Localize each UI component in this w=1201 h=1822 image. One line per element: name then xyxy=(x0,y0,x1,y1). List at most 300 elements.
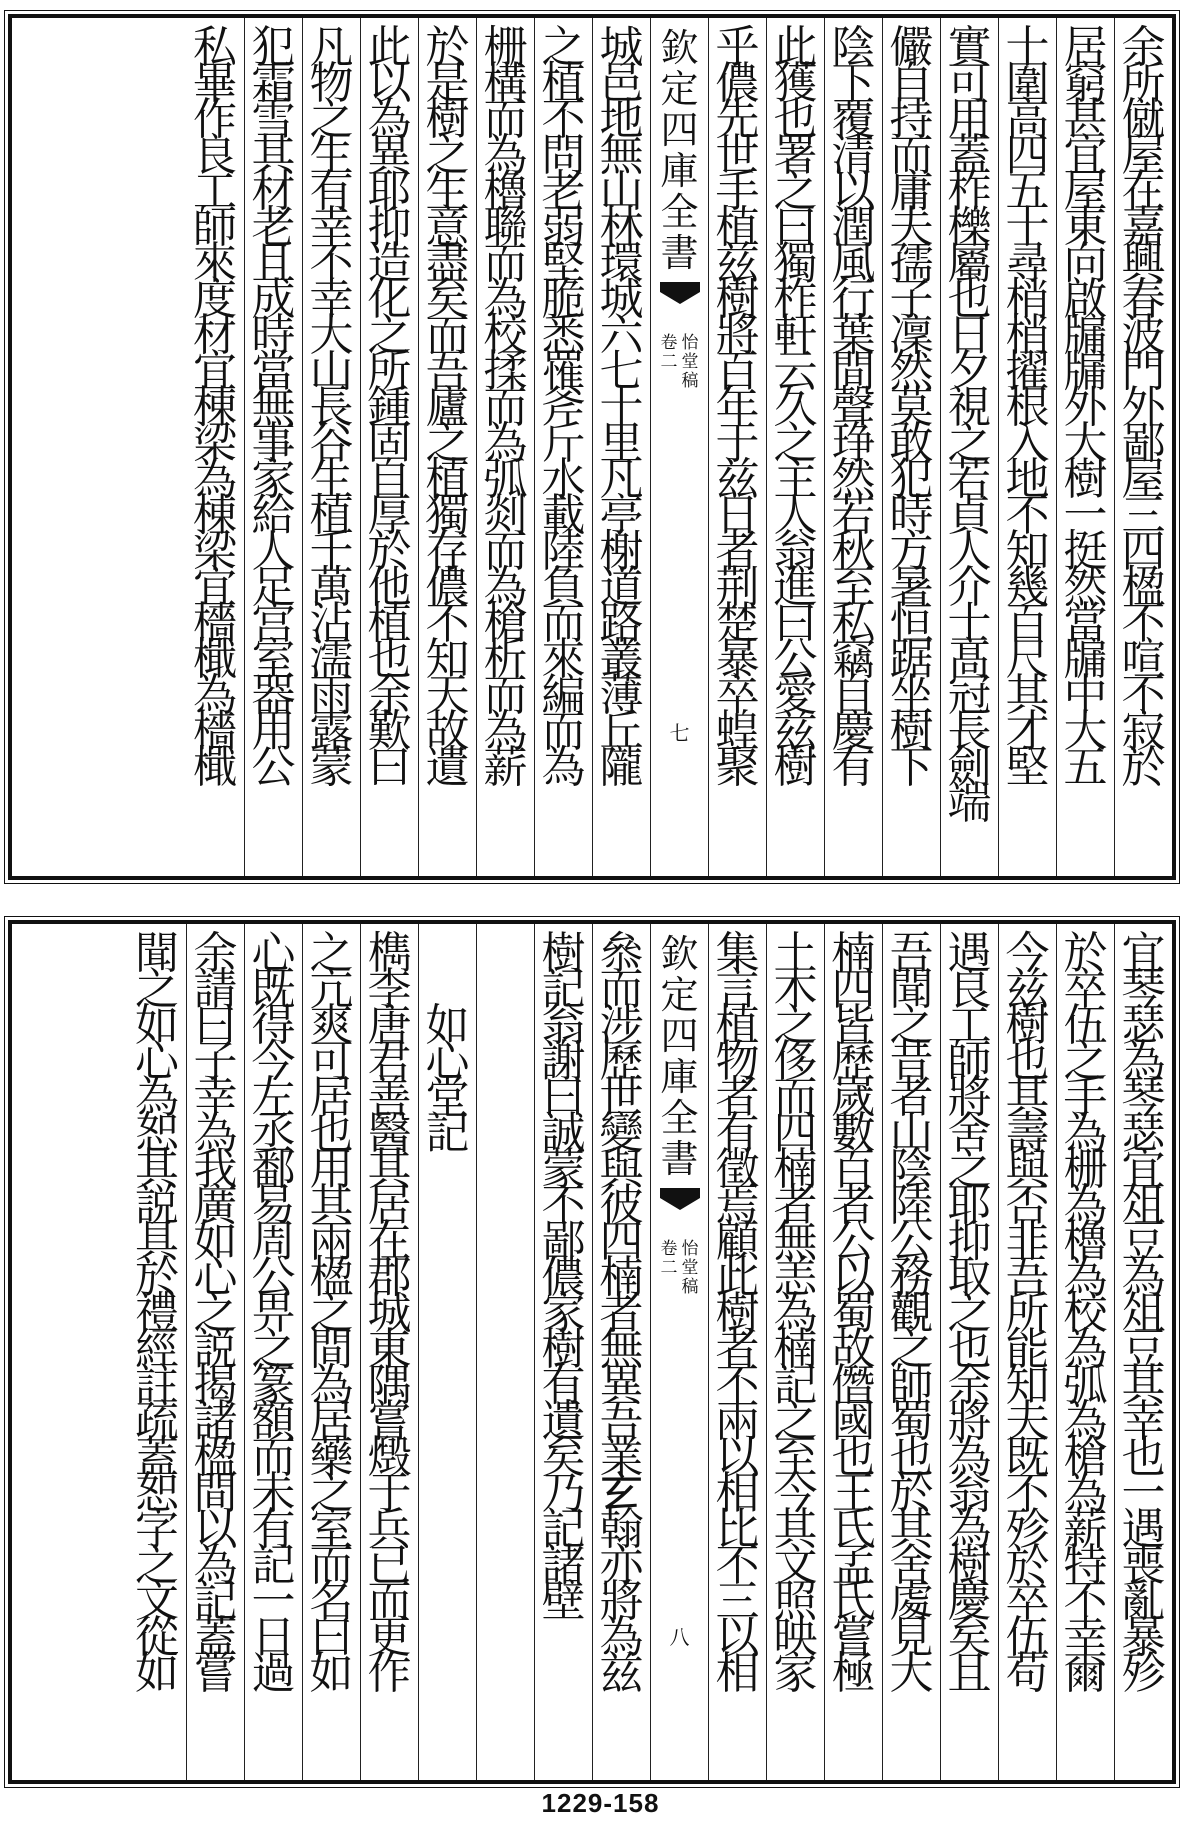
character: 林 xyxy=(599,202,644,253)
character: 屬 xyxy=(947,238,992,289)
character: 髙 xyxy=(947,634,992,685)
character: 日 xyxy=(715,490,760,541)
character: 千 xyxy=(309,526,354,577)
character: 檣 xyxy=(193,706,237,757)
character: 恒 xyxy=(889,598,934,649)
character: 濡 xyxy=(309,634,354,685)
character: 室 xyxy=(309,1504,354,1555)
character: 畢 xyxy=(193,58,237,109)
character: 四 xyxy=(599,1216,644,1267)
character: 𤣥 xyxy=(599,1468,644,1519)
character: 顧 xyxy=(715,1216,760,1267)
character: 劍 xyxy=(947,742,992,793)
character: 谷 xyxy=(309,418,354,469)
character: 師 xyxy=(193,202,237,253)
character: 鄱 xyxy=(251,1144,296,1195)
character: 東 xyxy=(1063,202,1108,253)
character: 所 xyxy=(1005,1288,1050,1339)
character: 吾 xyxy=(1005,1252,1050,1303)
character: 庸 xyxy=(889,166,934,217)
character: 隅 xyxy=(367,1360,412,1411)
character: 外 xyxy=(1063,382,1108,433)
character: 䖏 xyxy=(889,1576,934,1627)
scan-page-number: 1229-158 xyxy=(541,1788,660,1818)
character: 牖 xyxy=(1063,346,1108,397)
character: 其 xyxy=(367,1144,412,1195)
text-column xyxy=(186,924,244,1780)
character: 矣 xyxy=(947,1612,992,1663)
character: 聚 xyxy=(715,742,760,793)
character: 非 xyxy=(1005,1216,1050,1267)
character: 其 xyxy=(1005,1072,1050,1123)
character: 定 xyxy=(660,67,699,111)
character: 才 xyxy=(1005,706,1050,757)
character: 人 xyxy=(251,526,296,577)
character: 謝 xyxy=(541,1036,586,1087)
character: 庫 xyxy=(660,149,699,193)
character: 植 xyxy=(367,598,412,649)
character: 之 xyxy=(889,1324,934,1375)
character: 記 xyxy=(773,1360,818,1411)
character: 波 xyxy=(1121,310,1166,361)
character: 樹 xyxy=(425,94,470,145)
character: 踞 xyxy=(889,634,934,685)
character: 物 xyxy=(715,1036,760,1087)
character: 不 xyxy=(1121,598,1166,649)
text-column xyxy=(244,924,302,1780)
character: 具 xyxy=(135,1216,179,1267)
character: 業 xyxy=(599,1432,644,1483)
character: 皆 xyxy=(831,1000,876,1051)
character: 蜀 xyxy=(831,1288,876,1339)
character: 沾 xyxy=(309,598,354,649)
character: 兹 xyxy=(1005,964,1050,1015)
character: 之 xyxy=(309,928,354,979)
character: 然 xyxy=(831,454,876,505)
character: 不 xyxy=(425,598,470,649)
character: 書 xyxy=(660,231,699,275)
character: 以 xyxy=(715,1612,760,1663)
character: 而 xyxy=(599,964,644,1015)
character: 自 xyxy=(367,454,412,505)
character: 幸 xyxy=(309,274,354,325)
text-column xyxy=(592,18,650,876)
character: 者 xyxy=(599,1288,644,1339)
character: 里 xyxy=(599,418,644,469)
character: 土 xyxy=(773,928,818,979)
character: 鄙 xyxy=(541,1216,586,1267)
character: 得 xyxy=(251,1000,296,1051)
character: 一 xyxy=(251,1576,296,1627)
character: 長 xyxy=(947,706,992,757)
character: 琴 xyxy=(1121,964,1166,1015)
character: 梢 xyxy=(1005,310,1050,361)
text-column xyxy=(882,18,940,876)
character: 生 xyxy=(425,166,470,217)
center-fold-band xyxy=(650,18,708,876)
character: 斤 xyxy=(541,418,586,469)
character: 久 xyxy=(773,382,818,433)
character: 公 xyxy=(773,634,818,685)
character: 幾 xyxy=(1005,562,1050,613)
character: 槍 xyxy=(483,598,528,649)
character: 也 xyxy=(1121,1432,1166,1483)
character: 兩 xyxy=(309,1216,354,1267)
character: 楹 xyxy=(193,1432,238,1483)
character: 儼 xyxy=(889,22,934,73)
character: 老 xyxy=(541,166,586,217)
character: 當 xyxy=(1063,598,1108,649)
character: 為 xyxy=(193,1540,238,1591)
character: 於 xyxy=(1005,1540,1050,1591)
character: 孟 xyxy=(831,1540,876,1591)
character: 路 xyxy=(599,598,644,649)
character: 極 xyxy=(831,1648,876,1699)
character: 時 xyxy=(889,490,934,541)
character: 十 xyxy=(1005,202,1050,253)
character: 盡 xyxy=(425,238,470,289)
character: 冠 xyxy=(947,670,992,721)
character: 壽 xyxy=(1005,1108,1050,1159)
character: 七 xyxy=(599,346,644,397)
character: 也 xyxy=(831,1432,876,1483)
character: 公 xyxy=(831,1216,876,1267)
character: 二 xyxy=(660,352,678,372)
character: 向 xyxy=(1063,238,1108,289)
character: 楠 xyxy=(599,1252,644,1303)
character: 行 xyxy=(831,274,876,325)
character: 人 xyxy=(947,526,992,577)
character: 秋 xyxy=(831,526,876,577)
character: 相 xyxy=(715,1648,760,1699)
character: 以 xyxy=(367,58,412,109)
character: 已 xyxy=(367,1540,412,1591)
character: 更 xyxy=(367,1612,412,1663)
character: 記 xyxy=(541,1504,586,1555)
character: 之 xyxy=(135,1540,179,1591)
character: 莫 xyxy=(889,382,934,433)
character: 琴 xyxy=(1121,1072,1166,1123)
character: 而 xyxy=(889,130,934,181)
character: 門 xyxy=(1121,346,1166,397)
character: 遇 xyxy=(1121,1504,1166,1555)
character: 棟 xyxy=(193,490,237,541)
character: 樹 xyxy=(541,1324,586,1375)
character: 乃 xyxy=(541,1468,586,1519)
character: 五 xyxy=(1005,166,1050,217)
character: 此 xyxy=(715,1252,760,1303)
character: 其 xyxy=(135,1144,179,1195)
text-column xyxy=(1114,18,1172,876)
character: 獨 xyxy=(425,490,470,541)
character: 文 xyxy=(773,1540,818,1591)
character: 不 xyxy=(309,238,354,289)
character: 良 xyxy=(947,964,992,1015)
center-fold-band xyxy=(650,924,708,1780)
character: 四 xyxy=(660,108,699,152)
character: 之 xyxy=(773,418,818,469)
character: 不 xyxy=(1005,1468,1050,1519)
character: 一 xyxy=(1121,1468,1166,1519)
character: 異 xyxy=(599,1360,644,1411)
character: 邑 xyxy=(599,58,644,109)
character: 然 xyxy=(1063,562,1108,613)
text-column xyxy=(940,18,998,876)
character: 四 xyxy=(1005,130,1050,181)
character: 嵗 xyxy=(831,1072,876,1123)
character: 名 xyxy=(309,1576,354,1627)
character: 尋 xyxy=(1005,238,1050,289)
character: 為 xyxy=(947,1432,992,1483)
character: 耶 xyxy=(367,166,412,217)
character: 有 xyxy=(251,1504,296,1555)
character: 五 xyxy=(1063,742,1108,793)
character: 山 xyxy=(889,1108,934,1159)
character: 固 xyxy=(367,418,412,469)
character: 庫 xyxy=(660,1055,699,1099)
character: 厚 xyxy=(367,490,412,541)
text-column xyxy=(476,924,534,1780)
character: 窮 xyxy=(1063,58,1108,109)
character: 余 xyxy=(193,928,238,979)
character: 若 xyxy=(947,454,992,505)
character: 心 xyxy=(251,928,296,979)
character: 植 xyxy=(309,490,354,541)
character: 自 xyxy=(831,670,876,721)
character: 見 xyxy=(889,1612,934,1663)
character: 來 xyxy=(541,634,586,685)
character: 下 xyxy=(831,58,876,109)
character: 牖 xyxy=(1063,310,1108,361)
character: 帥 xyxy=(889,1360,934,1411)
character: 主 xyxy=(773,454,818,505)
character: 堂 xyxy=(681,352,699,372)
character: 我 xyxy=(193,1144,238,1195)
character: 敢 xyxy=(889,418,934,469)
character: 植 xyxy=(425,454,470,505)
character: 春 xyxy=(1121,274,1166,325)
character: 抑 xyxy=(947,1216,992,1267)
character: 其 xyxy=(1121,1360,1166,1411)
text-column xyxy=(708,924,766,1780)
character: 不 xyxy=(541,1180,586,1231)
character: 楠 xyxy=(773,1144,818,1195)
character: 余 xyxy=(947,1360,992,1411)
character: 為 xyxy=(947,1504,992,1555)
character: 否 xyxy=(1005,1180,1050,1231)
character: 氏 xyxy=(831,1504,876,1555)
character: 曰 xyxy=(541,1072,586,1123)
character: 根 xyxy=(1005,382,1050,433)
character: 為 xyxy=(193,1108,238,1159)
character: 無 xyxy=(599,1324,644,1375)
character: 亂 xyxy=(1121,1576,1166,1627)
character: 屋 xyxy=(1063,166,1108,217)
character: 抑 xyxy=(367,202,412,253)
character: 用 xyxy=(309,1144,354,1195)
character: 為 xyxy=(599,1612,644,1663)
character: 嘗 xyxy=(367,1396,412,1447)
character: 外 xyxy=(1121,382,1166,433)
character: 如 xyxy=(135,1000,179,1051)
character: 百 xyxy=(831,1144,876,1195)
character: 材 xyxy=(193,310,237,361)
character: 櫟 xyxy=(947,202,992,253)
character: 照 xyxy=(773,1576,818,1627)
character: 兵 xyxy=(367,1504,412,1555)
character: 聞 xyxy=(135,928,179,979)
character: 此 xyxy=(773,22,818,73)
character: 而 xyxy=(425,310,470,361)
character: 進 xyxy=(773,562,818,613)
character: 之 xyxy=(773,166,818,217)
text-column xyxy=(418,18,476,876)
character: 薪 xyxy=(1063,1504,1108,1555)
character: 六 xyxy=(599,310,644,361)
character: 昔 xyxy=(889,1036,934,1087)
character: 郡 xyxy=(367,1252,412,1303)
character: 心 xyxy=(135,1036,179,1087)
character: 樹 xyxy=(889,706,934,757)
character: 矣 xyxy=(541,1432,586,1483)
character: 而 xyxy=(541,706,586,757)
character: 定 xyxy=(660,973,699,1017)
character: 柞 xyxy=(947,166,992,217)
character: 也 xyxy=(773,94,818,145)
character: 矣 xyxy=(425,274,470,325)
character: 榭 xyxy=(599,526,644,577)
character: 幸 xyxy=(309,202,354,253)
character: 年 xyxy=(715,382,760,433)
character: 集 xyxy=(715,928,760,979)
character: 豆 xyxy=(1121,1216,1166,1267)
character: 當 xyxy=(251,346,296,397)
character: 叅 xyxy=(599,928,644,979)
character: 興 xyxy=(1121,238,1166,289)
character: 樹 xyxy=(1005,1000,1050,1051)
character: 其 xyxy=(889,1504,934,1555)
character: 軒 xyxy=(773,310,818,361)
character: 十 xyxy=(599,382,644,433)
character: 十 xyxy=(1005,22,1050,73)
character: 嘉 xyxy=(1121,202,1166,253)
character: 國 xyxy=(831,1396,876,1447)
character: 以 xyxy=(193,1504,238,1555)
character: 大 xyxy=(1063,706,1108,757)
character: 既 xyxy=(1005,1432,1050,1483)
character: 脆 xyxy=(541,274,586,325)
character: 楚 xyxy=(715,598,760,649)
character: 弧 xyxy=(1063,1360,1108,1411)
character: 以 xyxy=(715,1432,760,1483)
character: 他 xyxy=(367,562,412,613)
character: 者 xyxy=(889,1072,934,1123)
character: 器 xyxy=(251,670,296,721)
character: 栅 xyxy=(483,22,528,73)
character: 之 xyxy=(425,418,470,469)
character: 孺 xyxy=(889,238,934,289)
character: 恙 xyxy=(773,1252,818,1303)
character: 師 xyxy=(947,1036,992,1087)
character: 字 xyxy=(135,1504,179,1555)
character: 諸 xyxy=(541,1540,586,1591)
character: 易 xyxy=(251,1180,296,1231)
character: 壁 xyxy=(541,1576,586,1627)
character: 負 xyxy=(541,562,586,613)
character: 舍 xyxy=(889,1540,934,1591)
character: 而 xyxy=(483,238,528,289)
character: 於 xyxy=(1121,742,1166,793)
character: 將 xyxy=(947,1072,992,1123)
character: 至 xyxy=(773,1432,818,1483)
character: 而 xyxy=(251,1432,296,1483)
character: 稿 xyxy=(681,1277,699,1297)
character: 務 xyxy=(889,1252,934,1303)
character: 樹 xyxy=(541,928,586,979)
character: 且 xyxy=(947,1648,992,1699)
character: 全 xyxy=(660,190,699,234)
character: 者 xyxy=(715,1072,760,1123)
character: 手 xyxy=(715,166,760,217)
character: 之 xyxy=(1063,1036,1108,1087)
character: 樹 xyxy=(773,742,818,793)
character: 曰 xyxy=(193,1000,238,1051)
character: 陸 xyxy=(541,526,586,577)
character: 亢 xyxy=(309,964,354,1015)
character: 葉 xyxy=(831,310,876,361)
character: 堅 xyxy=(1005,742,1050,793)
collection-name xyxy=(682,334,699,391)
character: 暑 xyxy=(889,562,934,613)
character: 四 xyxy=(660,1014,699,1058)
character: 為 xyxy=(1063,1252,1108,1303)
character: 之 xyxy=(773,1000,818,1051)
character: 説 xyxy=(193,1324,238,1375)
text-column xyxy=(998,924,1056,1780)
character: 工 xyxy=(947,1000,992,1051)
character: 之 xyxy=(193,1288,238,1339)
character: 乎 xyxy=(715,22,760,73)
character: 怡 xyxy=(681,333,699,353)
character: 之 xyxy=(541,22,586,73)
character: 在 xyxy=(367,1216,412,1267)
character: 植 xyxy=(715,1000,760,1051)
character: 陰 xyxy=(831,22,876,73)
character: 心 xyxy=(425,1036,470,1087)
character: 于 xyxy=(715,418,760,469)
character: 者 xyxy=(831,1180,876,1231)
book-title xyxy=(660,934,698,1180)
character: 蓋 xyxy=(135,1432,179,1483)
character: 吾 xyxy=(425,346,470,397)
character: 耶 xyxy=(947,1180,992,1231)
text-column xyxy=(360,18,418,876)
character: 蒙 xyxy=(309,742,354,793)
character: 言 xyxy=(715,964,760,1015)
character: 間 xyxy=(309,1324,354,1375)
character: 檝 xyxy=(193,634,237,685)
character: 其 xyxy=(773,1504,818,1555)
character: 貞 xyxy=(947,490,992,541)
character: 為 xyxy=(483,706,528,757)
character: 梁 xyxy=(193,526,237,577)
text-column xyxy=(824,18,882,876)
character: 禮 xyxy=(135,1288,179,1339)
character: 持 xyxy=(889,94,934,145)
character: 恕 xyxy=(135,1468,179,1519)
character: 意 xyxy=(425,202,470,253)
character: 欽 xyxy=(660,26,699,70)
